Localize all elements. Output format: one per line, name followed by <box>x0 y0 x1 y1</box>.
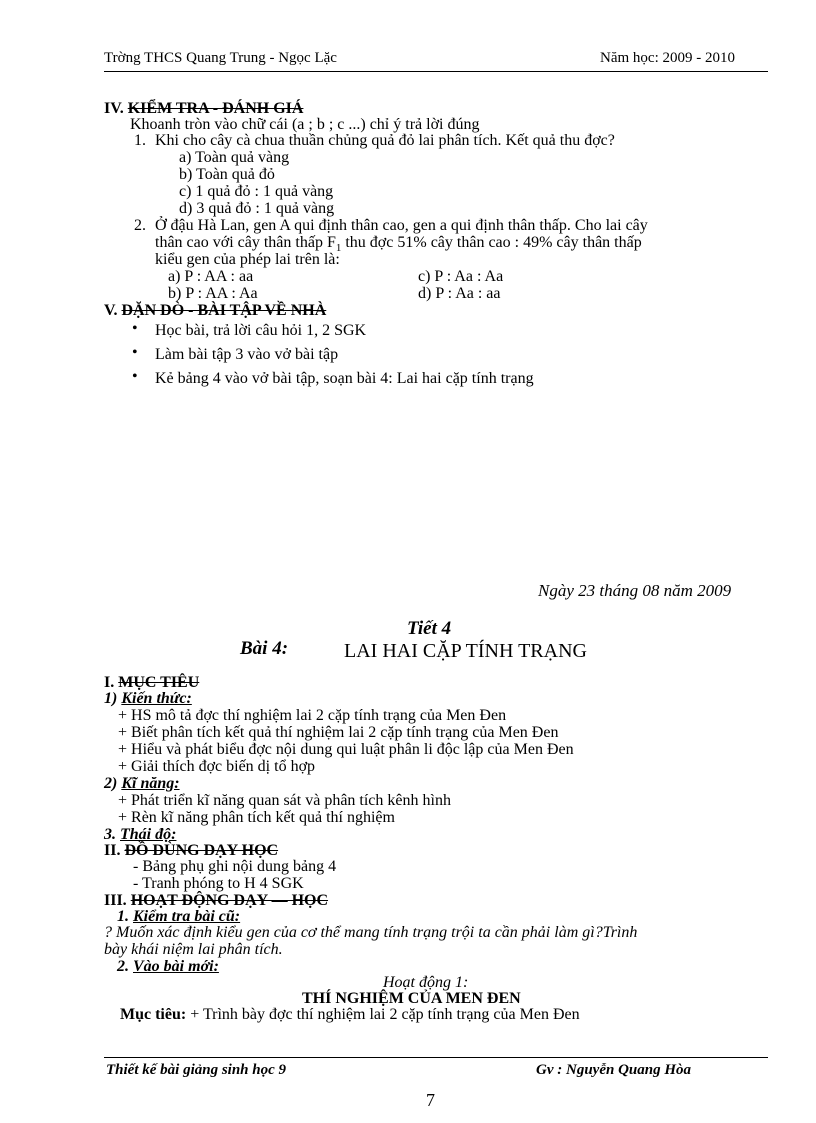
section5-number: V. <box>104 302 118 319</box>
attitude-heading <box>104 826 176 843</box>
footer-right: Gv : Nguyễn Quang Hòa <box>536 1062 692 1078</box>
skills-label: Kĩ năng: <box>121 775 180 792</box>
q2-option-b: b) P : AA : Aa <box>168 285 258 302</box>
knowledge-number: 1) <box>104 690 118 707</box>
activities-number: III. <box>104 892 127 909</box>
section5-heading <box>104 302 326 319</box>
activities-title: HOẠT ĐỘNG DẠY — HỌC <box>130 892 329 909</box>
q1-option-b: b) Toàn quả đỏ <box>179 166 275 183</box>
section4-heading <box>104 100 303 117</box>
new-lesson-label: Vào bài mới: <box>133 958 219 975</box>
materials-title: ĐỒ DÙNG DẠY HỌC <box>124 842 279 859</box>
section4-instruction: Khoanh tròn vào chữ cái (a ; b ; c ...) chỉ ý trả lời đúng <box>130 116 480 133</box>
q2-number: 2. <box>134 217 146 234</box>
review-label: Kiểm tra bài cũ: <box>133 908 241 925</box>
skills-item-1: + Phát triển kĩ năng quan sát và phân tích kênh hình <box>118 792 451 809</box>
lesson-period: Tiết 4 <box>407 618 452 639</box>
q2-line1: Ở đậu Hà Lan, gen A qui định thân cao, gen a qui định thân thấp. Cho lai cây <box>155 217 648 234</box>
review-number: 1. <box>117 908 129 925</box>
materials-number: II. <box>104 842 121 859</box>
q2-option-d: d) P : Aa : aa <box>418 285 501 302</box>
section4-title: KIỂM TRA - ĐÁNH GIÁ <box>127 100 304 117</box>
knowledge-label: Kiến thức: <box>121 690 192 707</box>
knowledge-item-1: + HS mô tả đợc thí nghiệm lai 2 cặp tính trạng của Men Đen <box>118 707 507 724</box>
q2-line3: kiểu gen của phép lai trên là: <box>155 251 340 268</box>
new-lesson-heading <box>117 958 219 975</box>
materials-item-2: - Tranh phóng to H 4 SGK <box>133 875 304 892</box>
header-rule <box>104 71 768 72</box>
bullet-icon: • <box>132 344 138 361</box>
q1-option-c: c) 1 quả đỏ : 1 quả vàng <box>179 183 334 200</box>
knowledge-item-3: + Hiểu và phát biểu đợc nội dung qui luật phân li độc lập của Men Đen <box>118 741 574 758</box>
knowledge-heading <box>104 690 192 707</box>
header-year: Năm học: 2009 - 2010 <box>600 50 735 66</box>
q2-line2-start: thân cao với cây thân thấp F <box>155 234 336 251</box>
new-lesson-number: 2. <box>117 958 129 975</box>
activities-heading <box>104 892 328 909</box>
knowledge-item-4: + Giải thích đợc biến dị tổ hợp <box>118 758 316 775</box>
homework-item-3: Kẻ bảng 4 vào vở bài tập, soạn bài 4: Lai hai cặp tính trạng <box>155 370 534 387</box>
lesson-number: Bài 4: <box>240 638 289 659</box>
review-heading <box>117 908 240 925</box>
lesson-date: Ngày 23 tháng 08 năm 2009 <box>538 581 732 600</box>
q1-text: Khi cho cây cà chua thuần chủng quả đỏ lai phân tích. Kết quả thu đợc? <box>155 132 615 149</box>
q2-line2-end: thu đợc 51% cây thân cao : 49% cây thân thấp <box>341 234 642 251</box>
page-number: 7 <box>426 1090 435 1110</box>
review-question-line2: bày khái niệm lai phân tích. <box>104 941 283 958</box>
section4-number: IV. <box>104 100 124 117</box>
lesson-title: LAI HAI CẶP TÍNH TRẠNG <box>344 640 587 662</box>
q2-f1-subscript: 1 <box>335 242 342 255</box>
q2-option-a: a) P : AA : aa <box>168 268 254 285</box>
homework-item-1: Học bài, trả lời câu hỏi 1, 2 SGK <box>155 322 367 339</box>
objectives-heading <box>104 674 199 691</box>
q2-option-c: c) P : Aa : Aa <box>418 268 504 285</box>
skills-item-2: + Rèn kĩ năng phân tích kết quả thí nghiệm <box>118 809 395 826</box>
q1-option-d: d) 3 quả đỏ : 1 quả vàng <box>179 200 335 217</box>
q1-number: 1. <box>134 132 146 149</box>
knowledge-item-2: + Biết phân tích kết quả thí nghiệm lai 2 cặp tính trạng của Men Đen <box>118 724 559 741</box>
activity-title: Hoạt động 1: <box>383 974 469 991</box>
skills-number: 2) <box>104 775 118 792</box>
attitude-number: 3. <box>104 826 116 843</box>
section5-title: DẶN DÒ - BÀI TẬP VỀ NHÀ <box>121 302 327 319</box>
activity-objective <box>120 1006 580 1023</box>
q1-option-a: a) Toàn quả vàng <box>179 149 290 166</box>
objectives-title: MỤC TIÊU <box>118 674 200 691</box>
materials-heading <box>104 842 278 859</box>
review-question-line1: ? Muốn xác định kiểu gen của cơ thể mang tính trạng trội ta cần phải làm gì?Trình <box>104 924 638 941</box>
bullet-icon: • <box>132 368 138 385</box>
materials-item-1: - Bảng phụ ghi nội dung bảng 4 <box>133 858 337 875</box>
skills-heading <box>104 775 180 792</box>
homework-item-2: Làm bài tập 3 vào vở bài tập <box>155 346 339 363</box>
objective-label: Mục tiêu: <box>120 1006 187 1023</box>
header-school: Trờng THCS Quang Trung - Ngọc Lặc <box>104 50 337 66</box>
objectives-number: I. <box>104 674 115 691</box>
activity-subtitle: THÍ NGHIỆM CỦA MEN ĐEN <box>302 990 521 1007</box>
objective-text: + Trình bày đợc thí nghiệm lai 2 cặp tính trạng của Men Đen <box>190 1006 580 1023</box>
bullet-icon: • <box>132 320 138 337</box>
footer-left: Thiết kế bài giảng sinh học 9 <box>106 1062 287 1078</box>
attitude-label: Thái độ: <box>120 826 177 843</box>
footer-rule <box>104 1057 768 1058</box>
